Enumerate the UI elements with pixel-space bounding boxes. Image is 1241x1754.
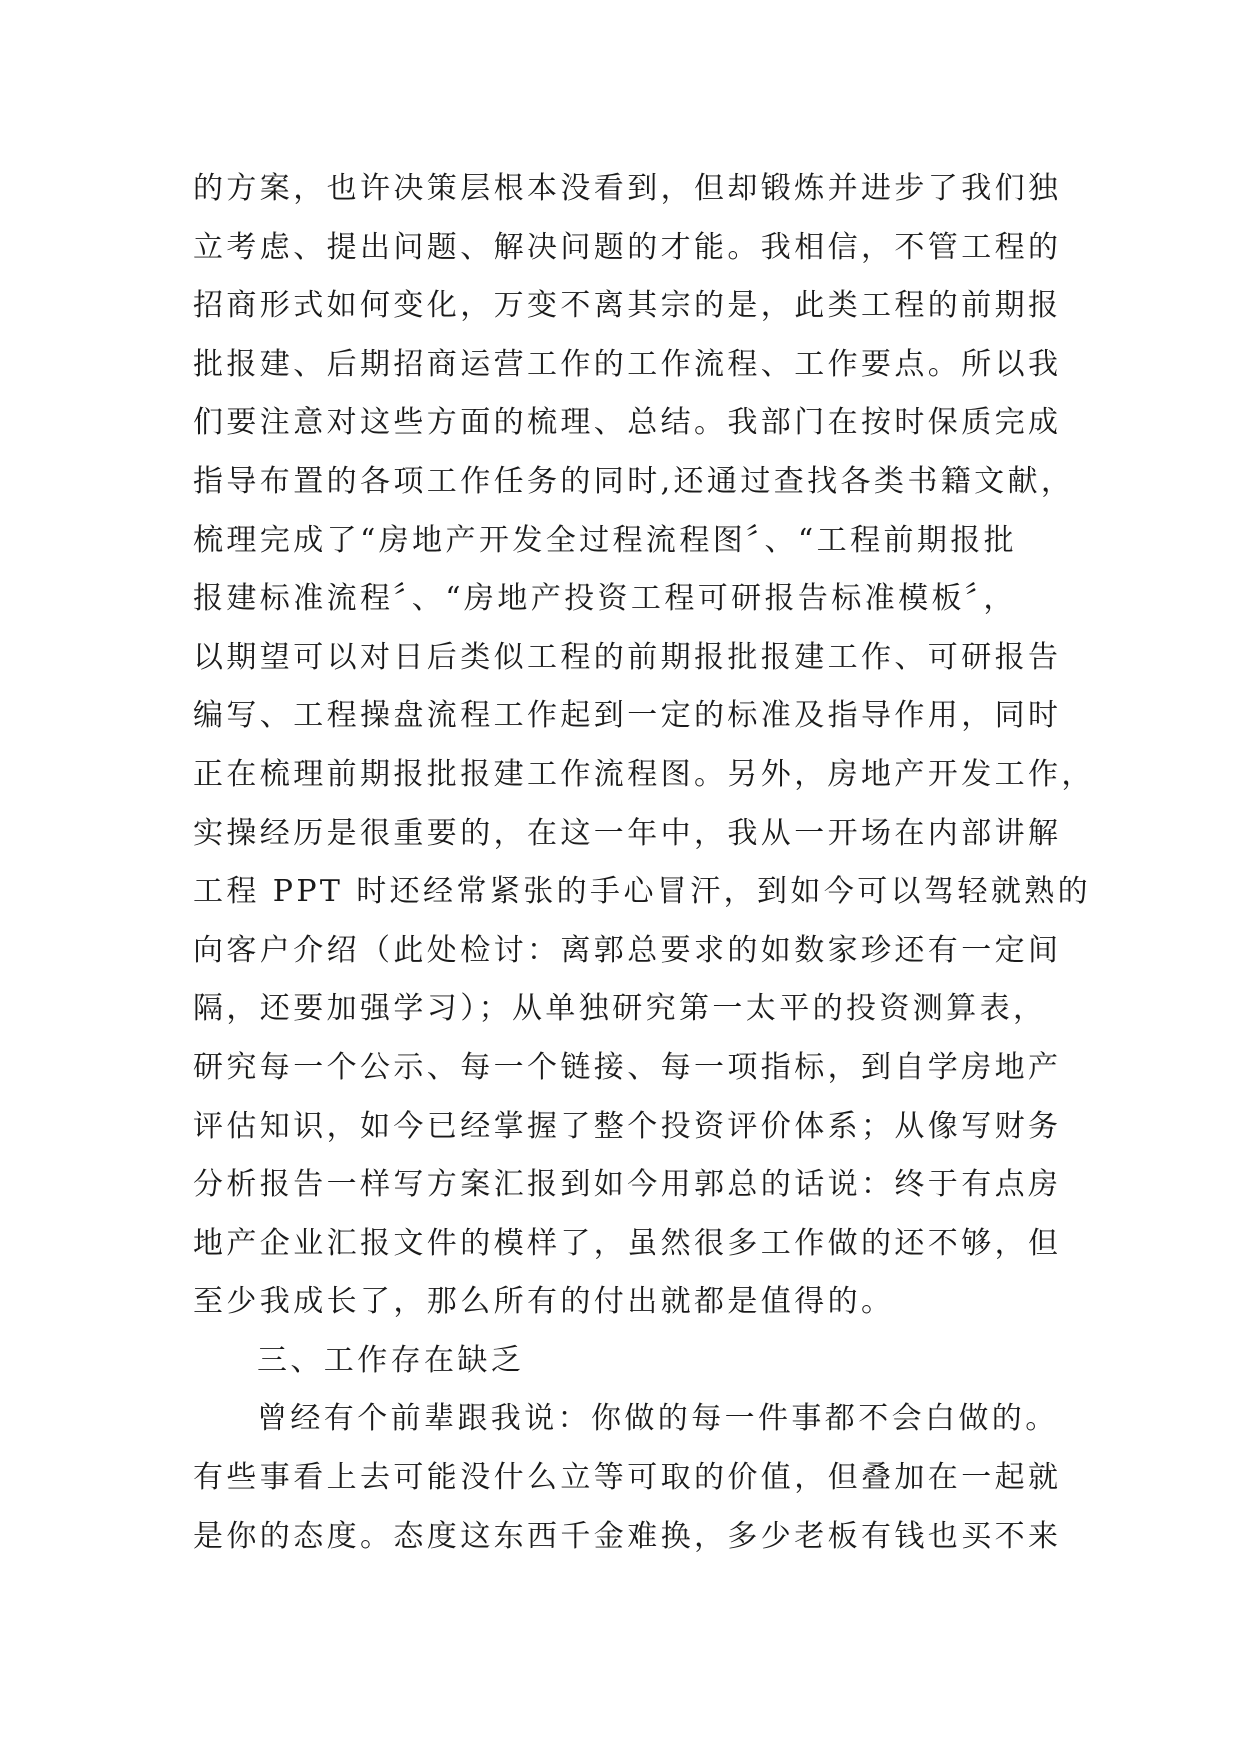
body-line: 梳理完成了“房地产开发全过程流程图〞、“工程前期报批 (193, 522, 1018, 558)
body-line: 分析报告一样写方案汇报到如今用郭总的话说：终于有点房 (193, 1167, 1062, 1203)
body-line: 报建标准流程〞、“房地产投资工程可研报告标准模板〞， (193, 581, 1017, 617)
body-line: 批报建、后期招商运营工作的工作流程、工作要点。所以我 (193, 346, 1062, 382)
body-line: 至少我成长了，那么所有的付出就都是值得的。 (193, 1284, 895, 1320)
body-line: 立考虑、提出问题、解决问题的才能。我相信，不管工程的 (193, 229, 1062, 265)
paragraph-first-line: 曾经有个前辈跟我说：你做的每一件事都不会白做的。 (257, 1401, 1059, 1437)
body-line: 们要注意对这些方面的梳理、总结。我部门在按时保质完成 (193, 405, 1062, 441)
body-line: 地产企业汇报文件的模样了，虽然很多工作做的还不够，但 (193, 1225, 1062, 1261)
body-line: 评估知识，如今已经掌握了整个投资评价体系；从像写财务 (193, 1108, 1062, 1144)
body-line: 实操经历是很重要的，在这一年中，我从一开场在内部讲解 (193, 815, 1062, 851)
body-line: 招商形式如何变化，万变不离其宗的是，此类工程的前期报 (193, 288, 1062, 324)
body-line: 研究每一个公示、每一个链接、每一项指标，到自学房地产 (193, 1049, 1062, 1085)
document-body (193, 160, 1093, 1566)
body-line: 编写、工程操盘流程工作起到一定的标准及指导作用，同时 (193, 698, 1062, 734)
body-line: 是你的态度。态度这东西千金难换，多少老板有钱也买不来 (193, 1518, 1062, 1554)
body-line: 工程 PPT 时还经常紧张的手心冒汗，到如今可以驾轻就熟的 (193, 874, 1092, 910)
body-line: 有些事看上去可能没什么立等可取的价值，但叠加在一起就 (193, 1460, 1062, 1496)
section-heading: 三、工作存在缺乏 (257, 1342, 525, 1378)
body-line: 的方案，也许决策层根本没看到，但却锻炼并进步了我们独 (193, 171, 1062, 206)
body-line: 正在梳理前期报批报建工作流程图。另外，房地产开发工作， (193, 756, 1095, 792)
body-line: 向客户介绍（此处检讨：离郭总要求的如数家珍还有一定间 (193, 932, 1062, 968)
body-line: 以期望可以对日后类似工程的前期报批报建工作、可研报告 (193, 639, 1062, 675)
body-line: 指导布置的各项工作任务的同时,还通过查找各类书籍文献， (193, 463, 1075, 499)
body-line: 隔，还要加强学习）；从单独研究第一太平的投资测算表， (193, 991, 1047, 1027)
